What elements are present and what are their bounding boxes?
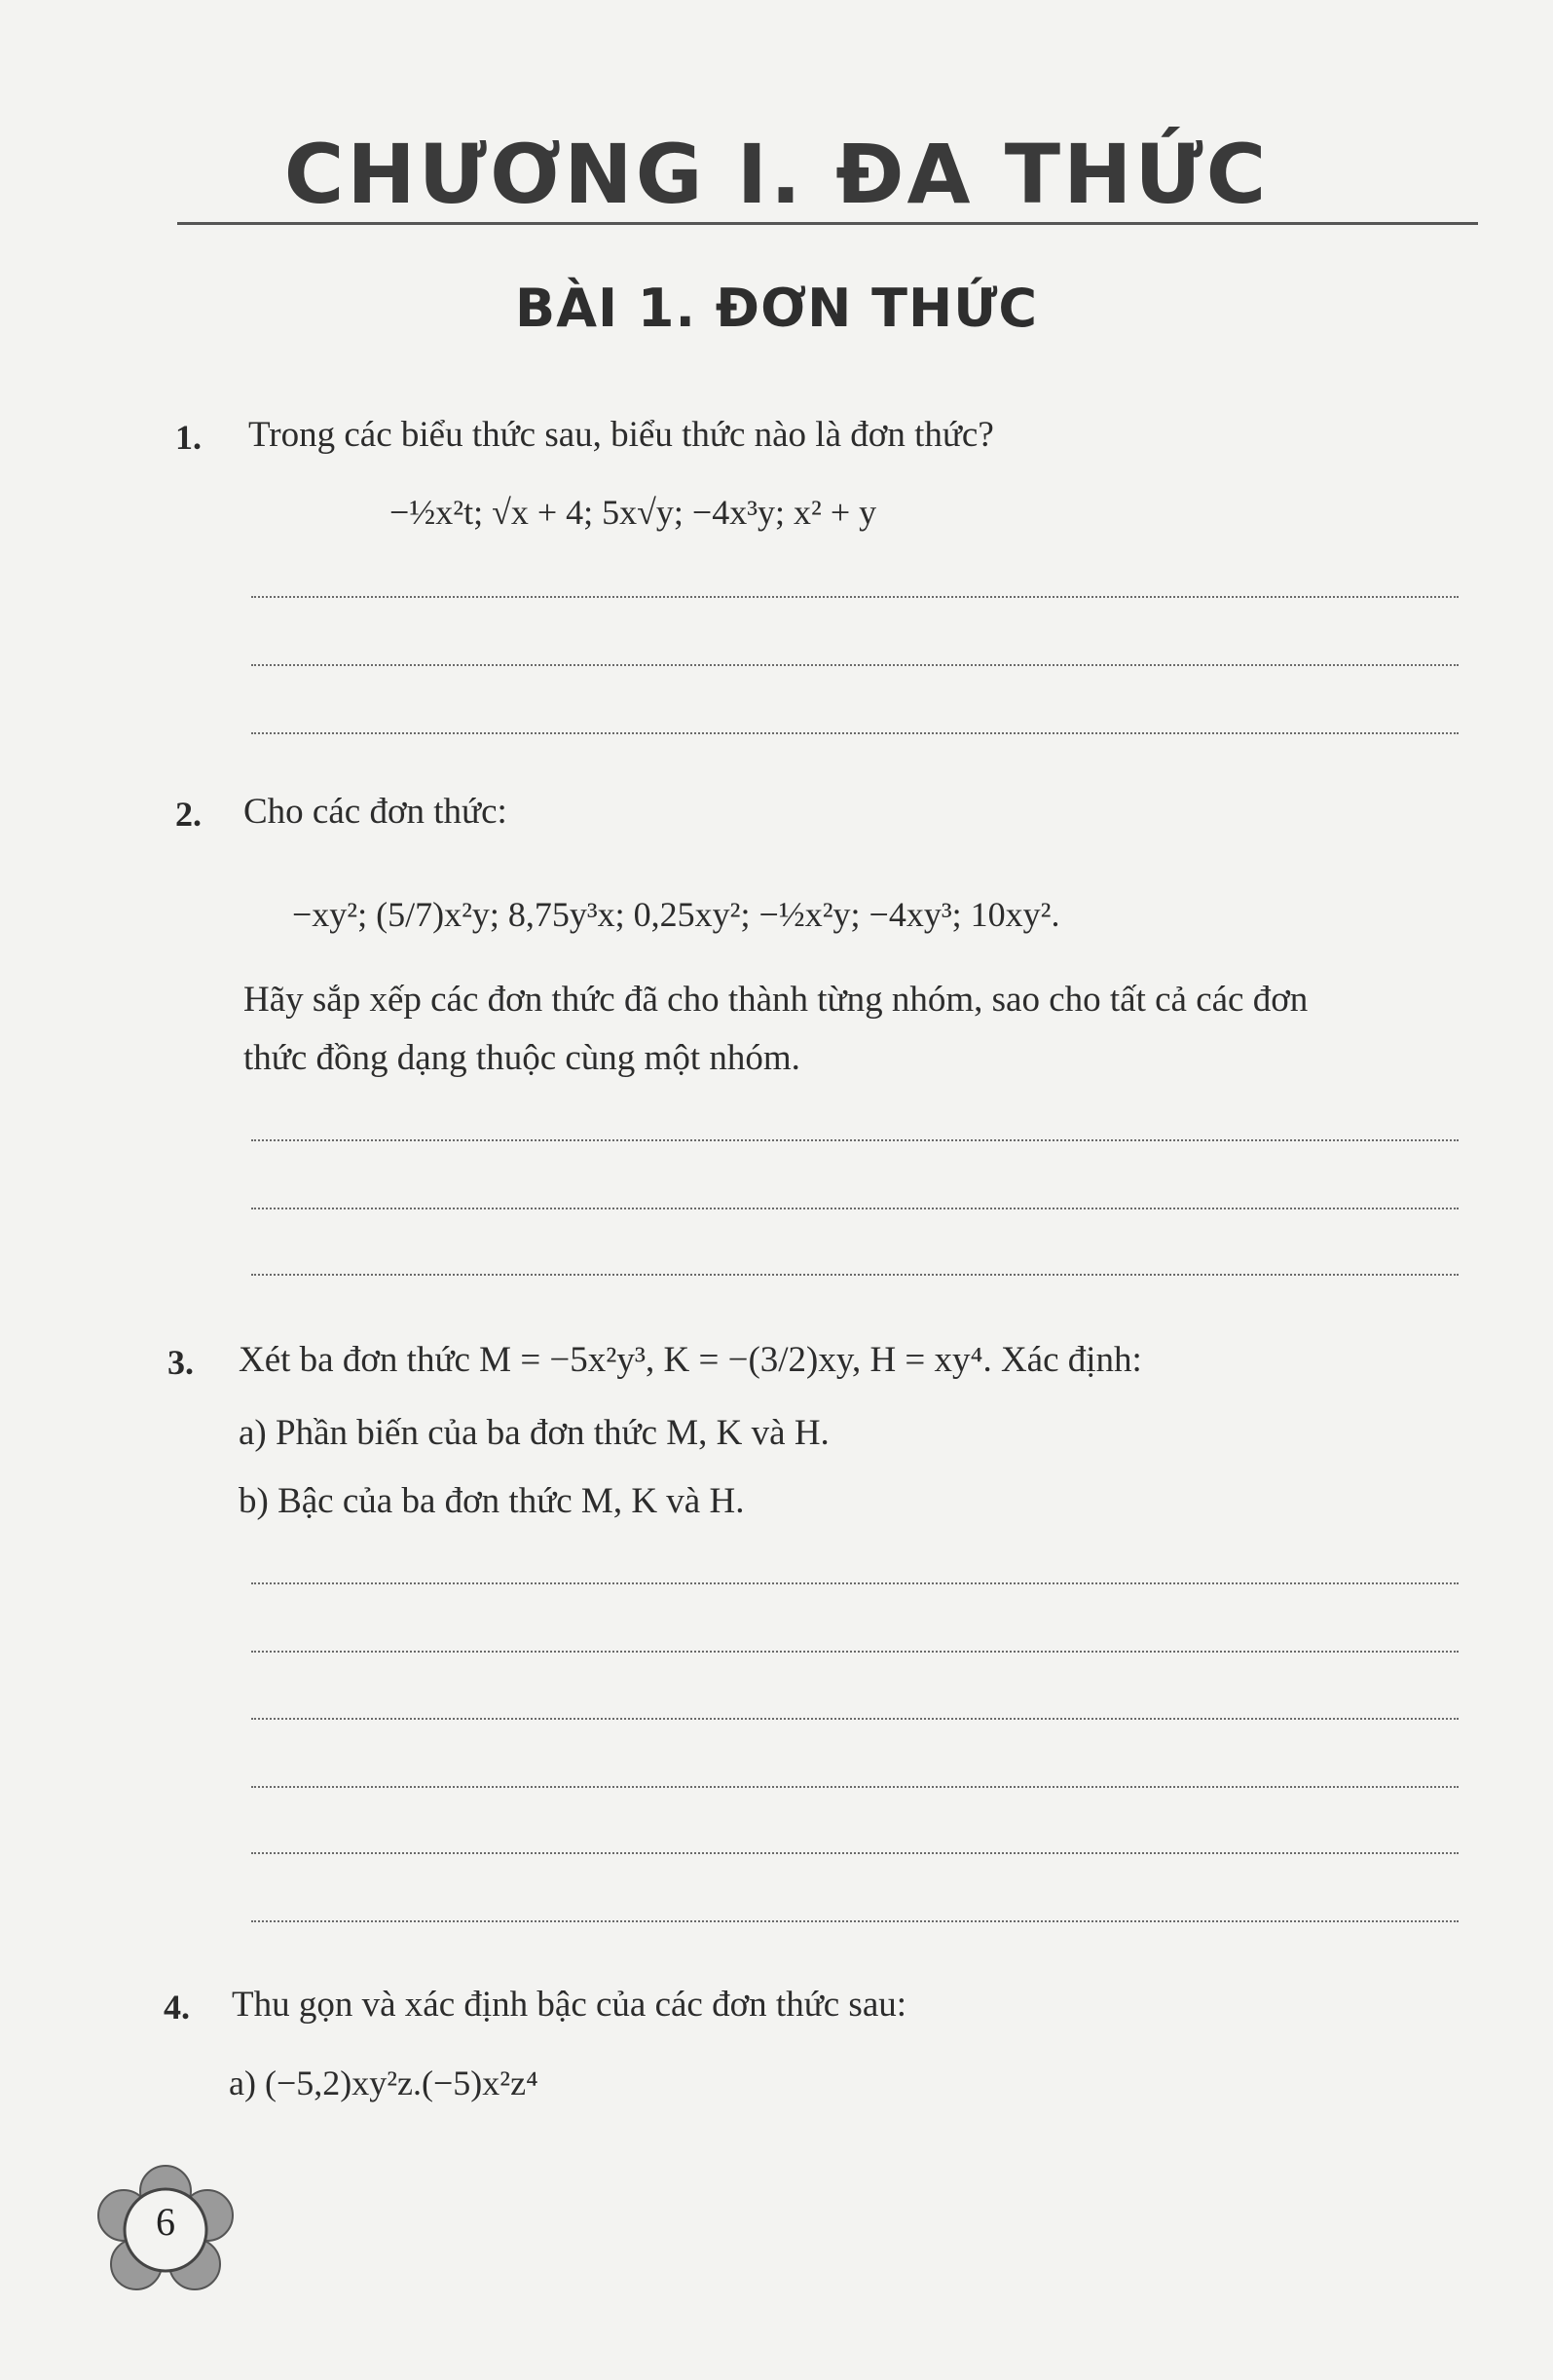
page-number: 6 [156,2200,175,2244]
chapter-divider [177,222,1478,225]
question-4-text: Thu gọn và xác định bậc của các đơn thức sau: [232,1985,907,2025]
answer-line [251,1139,1459,1141]
question-3-part-b: b) Bậc của ba đơn thức M, K và H. [239,1481,745,1521]
question-1-text: Trong các biểu thức sau, biểu thức nào là đơn thức? [248,415,994,455]
question-4-number: 4. [164,1988,190,2027]
question-2-text-line2: thức đồng dạng thuộc cùng một nhóm. [243,1038,800,1078]
question-2-number: 2. [175,795,202,834]
question-3-text: Xét ba đơn thức M = −5x²y³, K = −(3/2)xy, H = xy⁴. Xác định: [239,1340,1142,1380]
answer-line [251,1208,1459,1209]
question-1-expression: −½x²t; √x + 4; 5x√y; −4x³y; x² + y [389,493,877,532]
question-2-expression: −xy²; (5/7)x²y; 8,75y³x; 0,25xy²; −½x²y; −4xy³; 10xy². [292,895,1060,934]
question-2-text-line1: Hãy sắp xếp các đơn thức đã cho thành từng nhóm, sao cho tất cả các đơn [243,980,1309,1020]
answer-line [251,732,1459,734]
answer-line [251,1920,1459,1922]
answer-line [251,1718,1459,1720]
chapter-title: CHƯƠNG I. ĐA THỨC [283,127,1270,222]
question-1-number: 1. [175,418,202,457]
answer-line [251,1852,1459,1854]
page-number-badge [92,2162,239,2298]
lesson-title: BÀI 1. ĐƠN THỨC [515,278,1038,339]
answer-line [251,596,1459,598]
answer-line [251,664,1459,666]
answer-line [251,1786,1459,1788]
answer-line [251,1274,1459,1276]
answer-line [251,1651,1459,1653]
question-2-intro: Cho các đơn thức: [243,792,507,832]
question-3-number: 3. [167,1343,194,1382]
question-4-part-a: a) (−5,2)xy²z.(−5)x²z⁴ [229,2064,538,2102]
question-3-part-a: a) Phần biến của ba đơn thức M, K và H. [239,1413,830,1453]
answer-line [251,1582,1459,1584]
